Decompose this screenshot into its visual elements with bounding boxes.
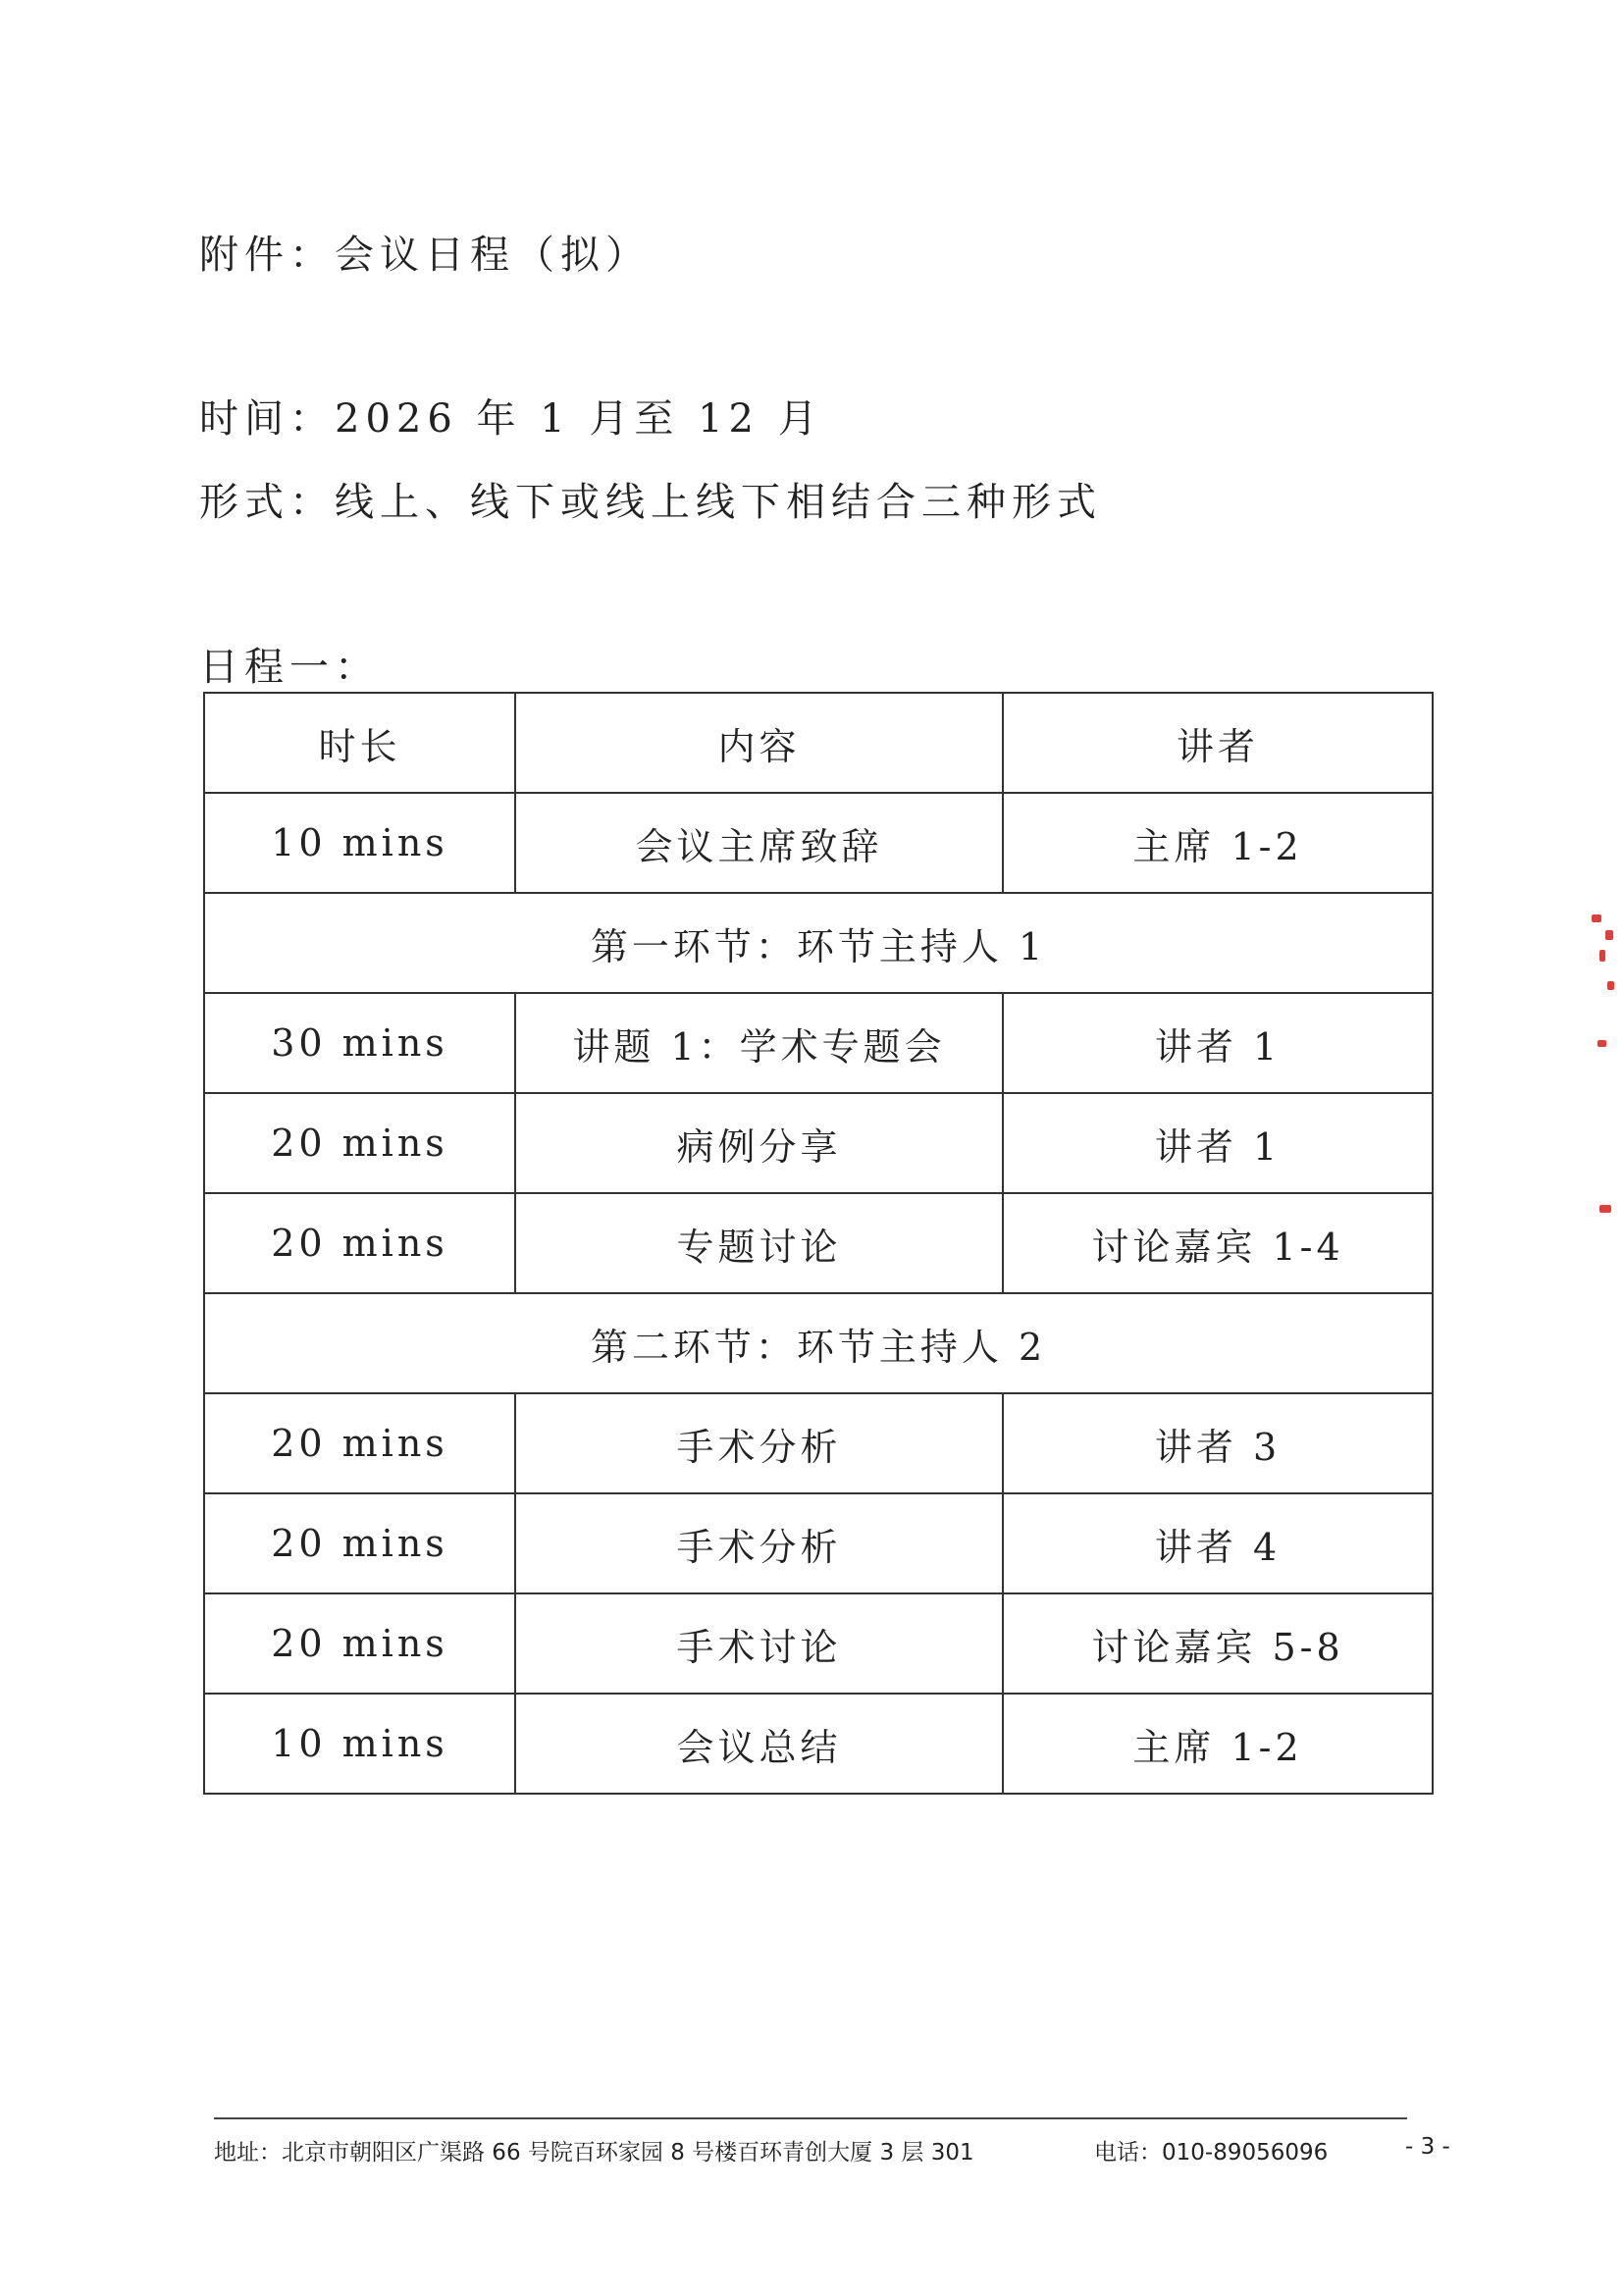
speaker-cell: 主席 1-2	[1003, 793, 1433, 893]
speaker-cell: 讨论嘉宾 5-8	[1003, 1593, 1433, 1694]
stamp-mark	[1607, 981, 1614, 990]
content-cell: 讲题 1：学术专题会	[515, 993, 1003, 1093]
speaker-cell: 讲者 3	[1003, 1393, 1433, 1493]
section-row	[204, 893, 1433, 993]
stamp-mark	[1592, 914, 1601, 922]
duration-cell: 30 mins	[204, 993, 515, 1093]
table-row	[204, 993, 1433, 1093]
stamp-mark	[1599, 1205, 1611, 1213]
stamp-mark	[1599, 950, 1605, 962]
duration-cell: 20 mins	[204, 1493, 515, 1593]
speaker-cell: 讲者 1	[1003, 1093, 1433, 1193]
header-content: 内容	[515, 693, 1003, 793]
footer-divider	[214, 2117, 1407, 2119]
content-cell: 病例分享	[515, 1093, 1003, 1193]
content-cell: 会议主席致辞	[515, 793, 1003, 893]
duration-cell: 20 mins	[204, 1593, 515, 1694]
speaker-cell: 讲者 1	[1003, 993, 1433, 1093]
table-row	[204, 793, 1433, 893]
table-row	[204, 1593, 1433, 1694]
table-row	[204, 1493, 1433, 1593]
duration-cell: 10 mins	[204, 1694, 515, 1794]
table-row	[204, 1093, 1433, 1193]
content-cell: 专题讨论	[515, 1193, 1003, 1293]
duration-cell: 10 mins	[204, 793, 515, 893]
header-duration: 时长	[204, 693, 515, 793]
content-cell: 会议总结	[515, 1694, 1003, 1794]
duration-cell: 20 mins	[204, 1093, 515, 1193]
table-header-row	[204, 693, 1433, 793]
section-title: 第一环节：环节主持人 1	[204, 893, 1433, 993]
section-row	[204, 1293, 1433, 1393]
content-cell: 手术讨论	[515, 1593, 1003, 1694]
time-line: 时间：2026 年 1 月至 12 月	[199, 396, 823, 442]
stamp-mark	[1605, 930, 1613, 940]
attachment-title: 附件：会议日程（拟）	[199, 233, 651, 278]
duration-cell: 20 mins	[204, 1193, 515, 1293]
header-speaker: 讲者	[1003, 693, 1433, 793]
speaker-cell: 讨论嘉宾 1-4	[1003, 1193, 1433, 1293]
duration-cell: 20 mins	[204, 1393, 515, 1493]
stamp-mark	[1597, 1040, 1606, 1047]
footer-address: 地址：北京市朝阳区广渠路 66 号院百环家园 8 号楼百环青创大厦 3 层 301	[214, 2140, 974, 2166]
table-row	[204, 1193, 1433, 1293]
section-title: 第二环节：环节主持人 2	[204, 1293, 1433, 1393]
speaker-cell: 主席 1-2	[1003, 1694, 1433, 1794]
footer-phone: 电话：010-89056096	[1094, 2140, 1329, 2166]
table-row	[204, 1694, 1433, 1794]
format-line: 形式：线上、线下或线上线下相结合三种形式	[199, 480, 1102, 525]
content-cell: 手术分析	[515, 1393, 1003, 1493]
table-row	[204, 1393, 1433, 1493]
page-number: - 3 -	[1405, 2134, 1450, 2160]
speaker-cell: 讲者 4	[1003, 1493, 1433, 1593]
schedule-table	[203, 692, 1434, 1795]
schedule-label: 日程一：	[199, 645, 380, 690]
content-cell: 手术分析	[515, 1493, 1003, 1593]
